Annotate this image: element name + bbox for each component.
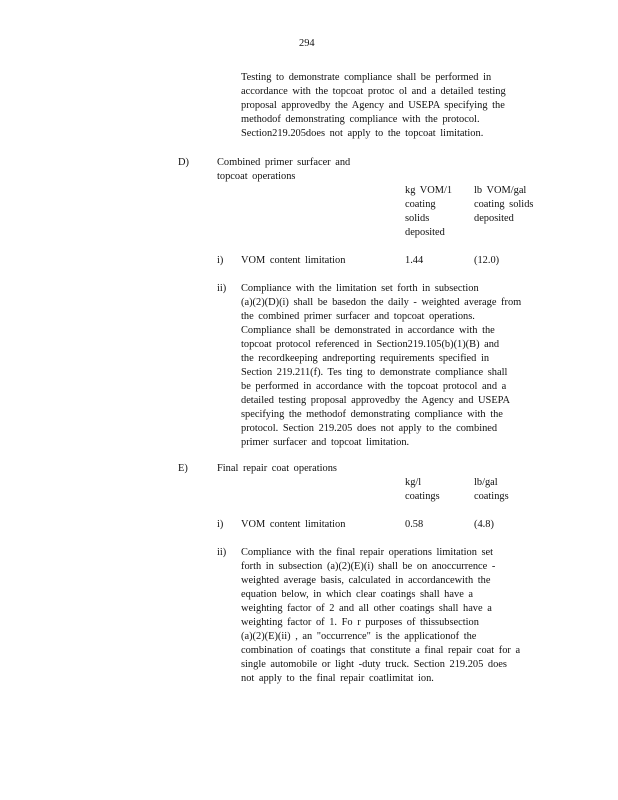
intro-line: Testing to demonstrate compliance shall be performed in — [241, 72, 492, 83]
paragraph-line: (a)(2)(E)(ii) , an "occurrence" is the applicationof the — [241, 631, 477, 642]
section-d-col2-header — [474, 184, 533, 226]
section-e-lb-value: (4.8) — [474, 519, 494, 530]
paragraph-line: weighting factor of 1. Fo r purposes of thissubsection — [241, 617, 479, 628]
paragraph-line: be performed in accordance with the topcoat protocol and a — [241, 381, 507, 392]
paragraph-line: forth in subsection (a)(2)(E)(i) shall be on anoccurrence - — [241, 561, 496, 572]
col-header-line: lb VOM/gal — [474, 185, 527, 196]
section-d-item-ii-number: ii) — [217, 283, 227, 294]
section-d-item-i-label: VOM content limitation — [241, 255, 346, 266]
col-header-line: coatings — [405, 491, 440, 502]
section-e-item-ii-number: ii) — [217, 547, 227, 558]
paragraph-line: equation below, in which clear coatings shall have a — [241, 589, 474, 600]
paragraph-line: single automobile or light -duty truck. Section 219.205 does — [241, 659, 507, 670]
paragraph-line: Compliance shall be demonstrated in accordance with the — [241, 325, 495, 336]
intro-line: methodof demonstrating compliance with the protocol. — [241, 114, 480, 125]
section-d-title-line: topcoat operations — [217, 171, 296, 182]
col-header-line: deposited — [474, 213, 514, 224]
col-header-line: coatings — [474, 491, 509, 502]
col-header-line: kg/l — [405, 477, 422, 488]
section-d-title-line: Combined primer surfacer and — [217, 157, 351, 168]
section-e-col2-header — [474, 476, 509, 504]
paragraph-line: protocol. Section 219.205 does not apply to the combined — [241, 423, 498, 434]
section-d-kg-value: 1.44 — [405, 255, 424, 266]
intro-paragraph — [241, 71, 506, 141]
paragraph-line: weighted average basis, calculated in accordancewith the — [241, 575, 491, 586]
section-e-kg-value: 0.58 — [405, 519, 424, 530]
section-e-letter: E) — [178, 463, 188, 474]
paragraph-line: topcoat protocol referenced in Section219.105(b)(1)(B) and — [241, 339, 500, 350]
paragraph-line: Compliance with the limitation set forth in subsection — [241, 283, 479, 294]
section-d-title — [217, 156, 350, 184]
col-header-line: lb/gal — [474, 477, 498, 488]
paragraph-line: Section 219.211(f). Tes ting to demonstrate compliance shall — [241, 367, 508, 378]
col-header-line: kg VOM/1 — [405, 185, 453, 196]
section-d-letter: D) — [178, 157, 189, 168]
paragraph-line: Compliance with the final repair operations limitation set — [241, 547, 494, 558]
col-header-line: coating — [405, 199, 436, 210]
intro-line: Section219.205does not apply to the topcoat limitation. — [241, 128, 484, 139]
section-e-title: Final repair coat operations — [217, 463, 337, 474]
intro-line: proposal approvedby the Agency and USEPA specifying the — [241, 100, 505, 111]
section-d-item-ii-paragraph — [241, 282, 521, 450]
page-number: 294 — [299, 38, 315, 49]
paragraph-line: not apply to the final repair coatlimitat ion. — [241, 673, 434, 684]
section-e-col1-header — [405, 476, 440, 504]
paragraph-line: the recordkeeping andreporting requirements specified in — [241, 353, 490, 364]
section-d-item-i-number: i) — [217, 255, 224, 266]
section-d-lb-value: (12.0) — [474, 255, 500, 266]
paragraph-line: weighting factor of 2 and all other coatings shall have a — [241, 603, 492, 614]
section-e-item-i-number: i) — [217, 519, 224, 530]
paragraph-line: primer surfacer and topcoat limitation. — [241, 437, 410, 448]
section-e-item-i-label: VOM content limitation — [241, 519, 346, 530]
section-e-item-ii-paragraph — [241, 546, 520, 686]
paragraph-line: specifying the methodof demonstrating compliance with the — [241, 409, 503, 420]
intro-line: accordance with the topcoat protoc ol and a detailed testing — [241, 86, 506, 97]
section-d-col1-header — [405, 184, 452, 240]
paragraph-line: combination of coatings that constitute a final repair coat for a — [241, 645, 521, 656]
paragraph-line: (a)(2)(D)(i) shall be basedon the daily - weighted average from — [241, 297, 522, 308]
col-header-line: coating solids — [474, 199, 534, 210]
paragraph-line: detailed testing proposal approvedby the Agency and USEPA — [241, 395, 511, 406]
col-header-line: solids — [405, 213, 430, 224]
paragraph-line: the combined primer surfacer and topcoat operations. — [241, 311, 475, 322]
col-header-line: deposited — [405, 227, 445, 238]
